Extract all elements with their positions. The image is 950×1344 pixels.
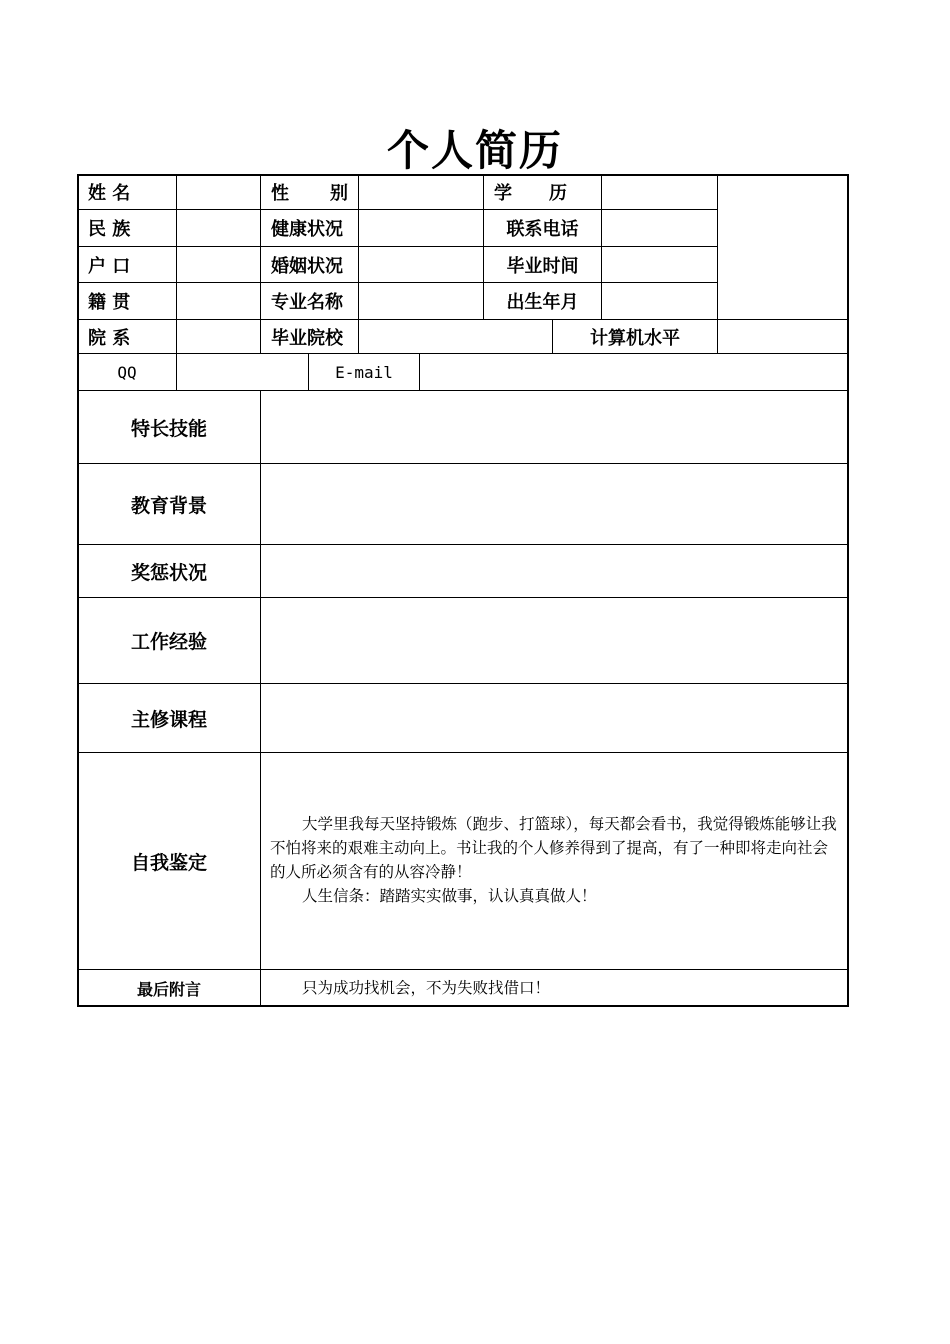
row-divider xyxy=(78,319,848,320)
label-gender xyxy=(261,175,358,209)
col-divider xyxy=(260,390,261,1006)
label-skills: 特长技能 xyxy=(130,417,207,440)
label-work: 工作经验 xyxy=(130,631,207,653)
self-eval-paragraph-1: 大学里我每天坚持锻炼（跑步、打篮球），每天都会看书，我觉得锻炼能够让我不怕将来的艰难主动向上。书让我的个人修养得到了提高，有了一种即将走向社会的人所必须含有的从容冷静！ xyxy=(270,815,837,881)
closing-paragraph: 只为成功找机会，不为失败找借口！ xyxy=(302,979,551,997)
label-closing: 最后附言 xyxy=(136,979,201,999)
qq-value[interactable] xyxy=(177,354,308,390)
label-awards: 奖惩状况 xyxy=(130,561,207,584)
label-ethnicity: 民 族 xyxy=(88,219,131,240)
label-computer: 计算机水平 xyxy=(590,327,680,349)
label-edu-bg: 教育背景 xyxy=(130,494,207,517)
name-value[interactable] xyxy=(177,175,260,209)
email-value[interactable] xyxy=(420,354,848,390)
self-eval-text xyxy=(270,812,840,908)
label-courses: 主修课程 xyxy=(130,708,207,731)
label-name: 姓 名 xyxy=(88,183,131,204)
self-eval-paragraph-2: 人生信条：踏踏实实做事，认认真真做人！ xyxy=(302,887,597,905)
label-major: 专业名称 xyxy=(271,292,343,313)
label-email: E-mail xyxy=(335,362,393,382)
label-qq: QQ xyxy=(117,362,137,382)
education-value[interactable] xyxy=(602,175,717,209)
label-native-place: 籍 贯 xyxy=(88,292,131,313)
label-birth: 出生年月 xyxy=(506,292,579,313)
label-gender-char2: 别 xyxy=(330,183,348,204)
label-school: 毕业院校 xyxy=(271,327,343,349)
label-self-eval: 自我鉴定 xyxy=(130,851,207,874)
label-department: 院 系 xyxy=(88,327,131,349)
gender-value[interactable] xyxy=(359,175,483,209)
label-gender-char1: 性 xyxy=(271,183,289,204)
label-marital: 婚姻状况 xyxy=(271,255,343,277)
label-grad-time: 毕业时间 xyxy=(506,255,579,277)
label-health: 健康状况 xyxy=(271,219,343,240)
photo-cell[interactable] xyxy=(718,175,848,319)
label-hukou: 户 口 xyxy=(88,255,131,277)
page-title: 个人简历 xyxy=(386,126,563,175)
label-education-char1: 学 xyxy=(494,183,512,204)
label-education-char2: 历 xyxy=(549,183,567,204)
label-phone: 联系电话 xyxy=(506,219,579,240)
closing-text xyxy=(270,976,840,1000)
label-education xyxy=(484,175,601,209)
